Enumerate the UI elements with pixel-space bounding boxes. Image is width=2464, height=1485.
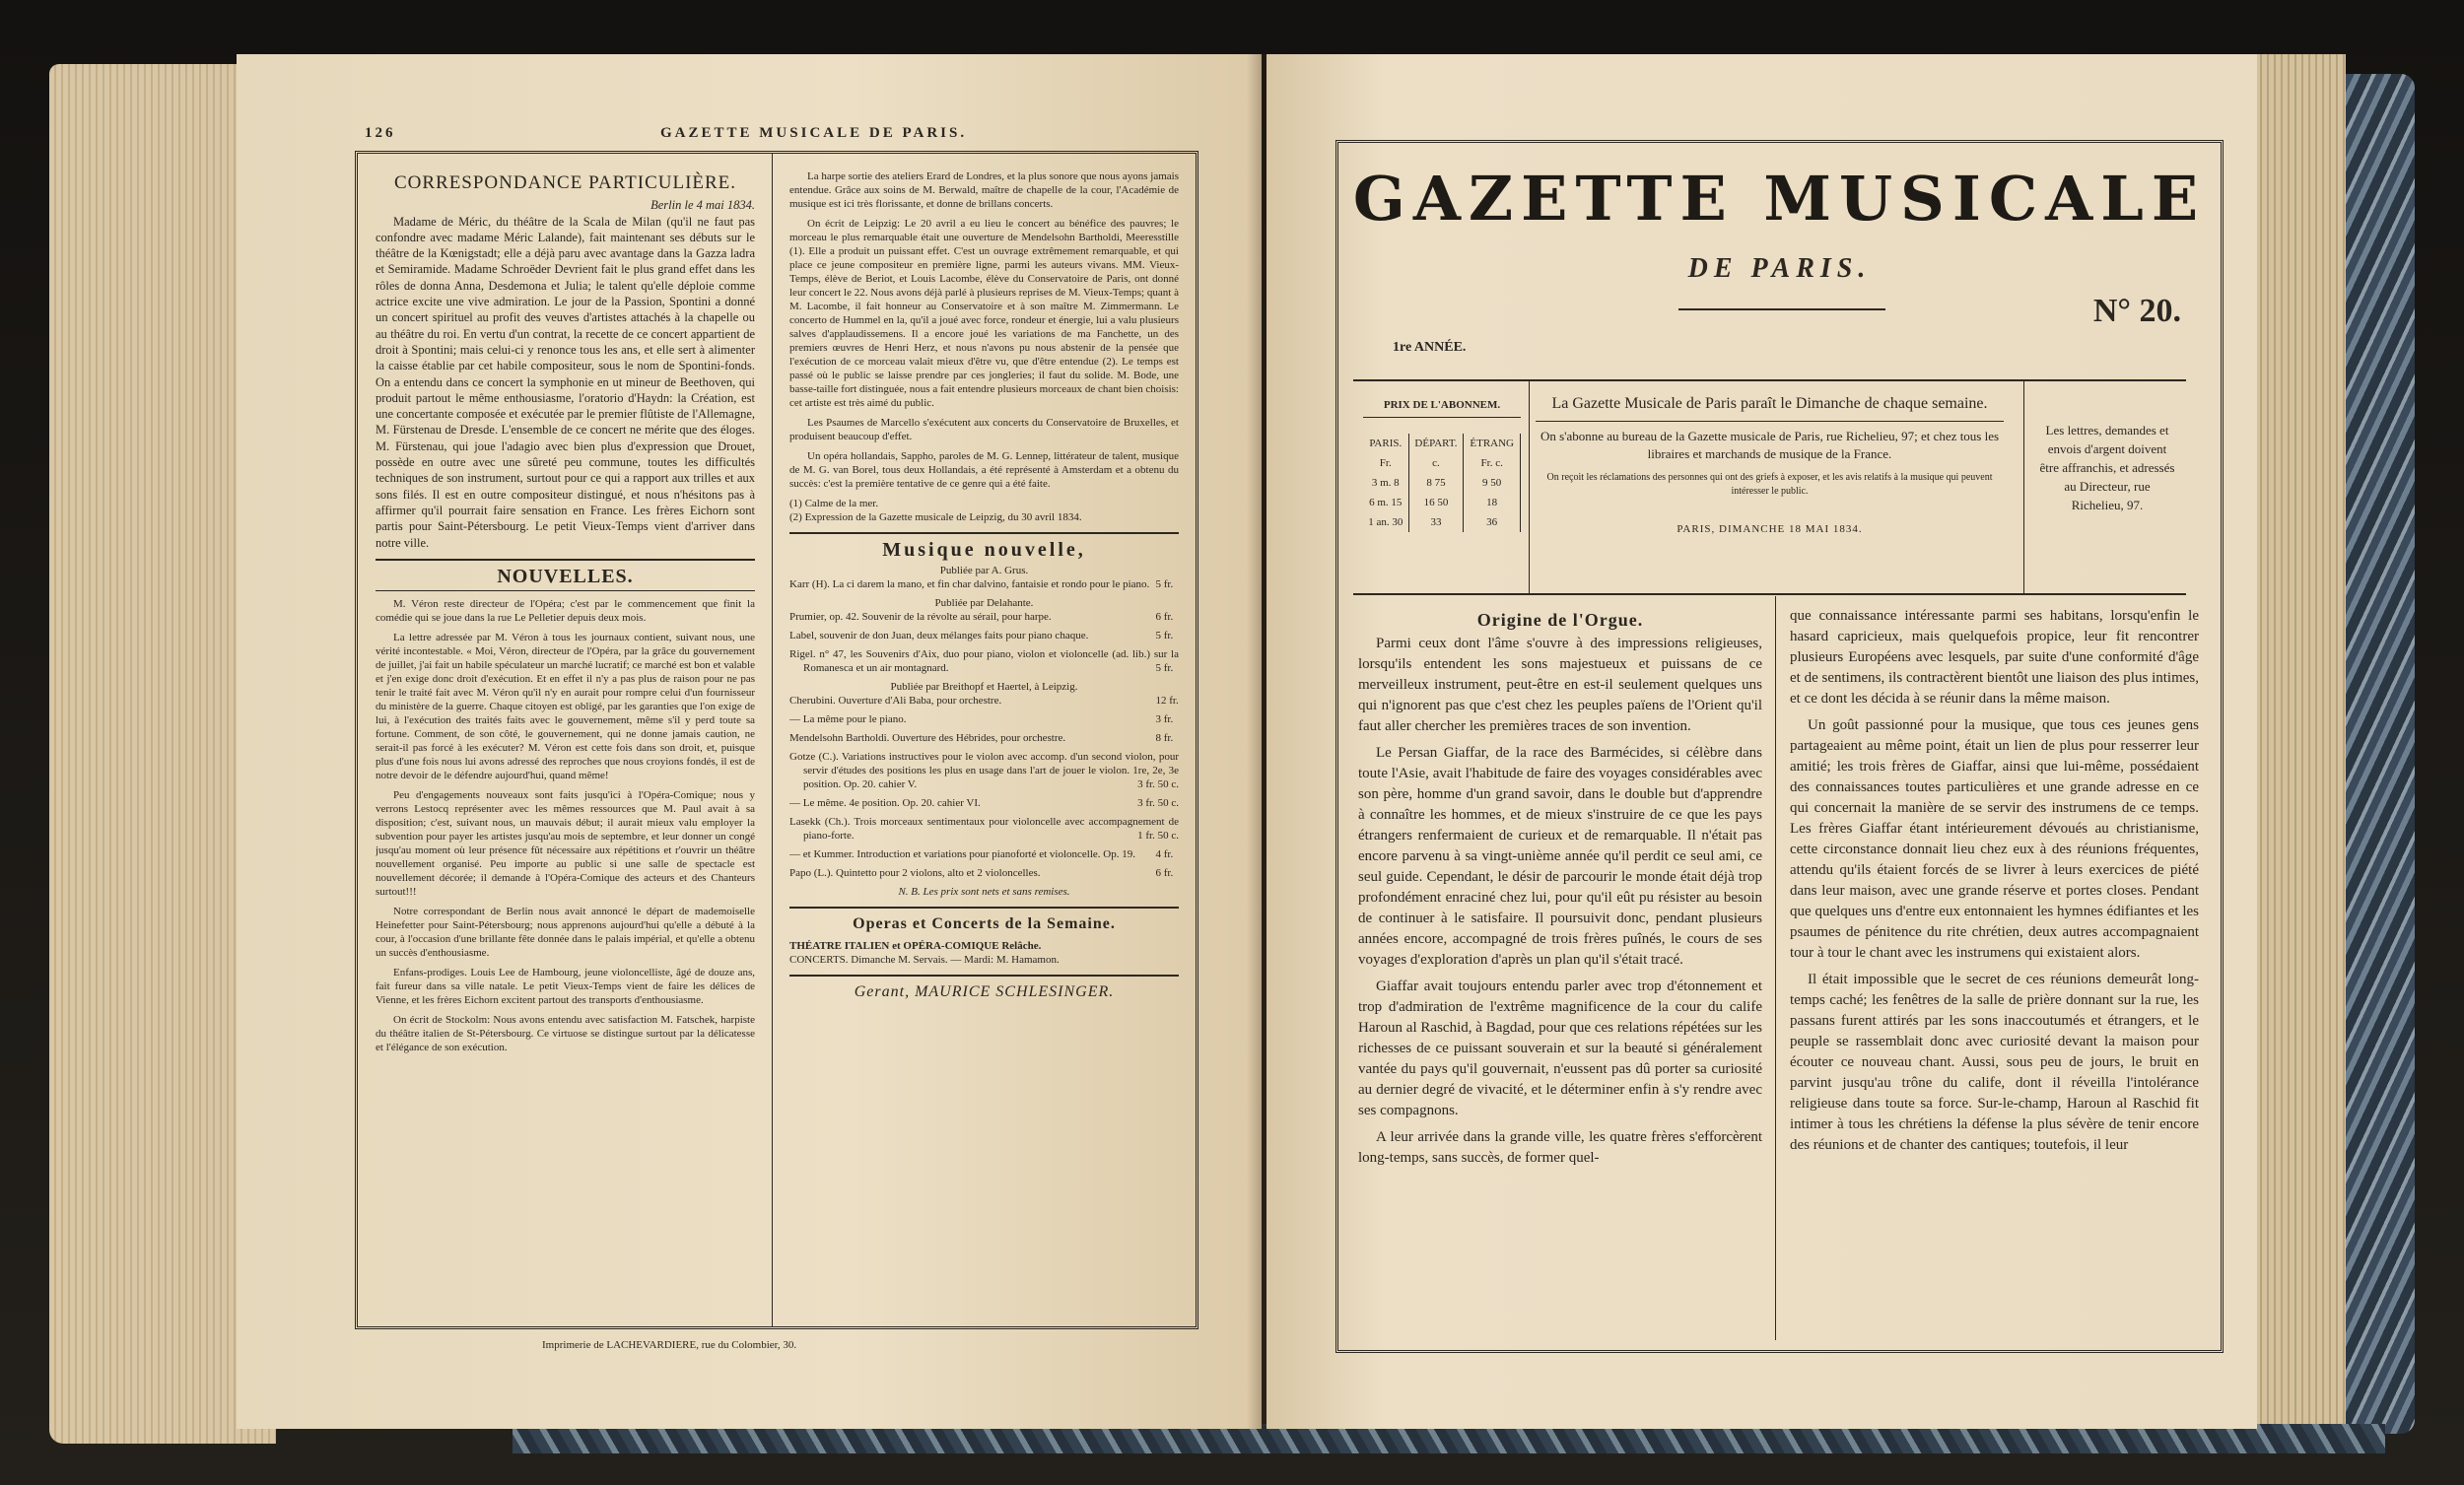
price-unit: Fr. c. — [1464, 453, 1521, 473]
music-listing — [789, 647, 1179, 675]
right-page — [1266, 54, 2257, 1429]
price-cell: 33 — [1408, 512, 1464, 532]
listing-text: Mendelsohn Bartholdi. Ouverture des Hébrides, pour orchestre. — [789, 732, 1066, 745]
listing-price: 6 fr. — [1155, 867, 1174, 880]
section-rule — [376, 559, 755, 561]
left-page-frame — [355, 151, 1198, 1329]
section-rule — [789, 975, 1179, 977]
nouvelles-paragraph: Enfans-prodiges. Louis Lee de Hambourg, jeune violoncelliste, âgé de douze ans, fait fureur dans sa ville natale. Le petit Vieux-Temps vient de faire les délices de Vienne, et les frères Eichorn excitent partout des transports d'enthousiasme. — [376, 967, 755, 1007]
section-rule — [789, 907, 1179, 909]
masthead-subtitle: DE PARIS. — [1687, 253, 1872, 284]
listing-text: Karr (H). La ci darem la mano, et fin char dalvino, fantaisie et rondo pour le piano. — [789, 578, 1150, 591]
price-cell: 18 — [1464, 493, 1521, 512]
price-column-header: DÉPART. — [1408, 434, 1464, 453]
listing-price: 5 fr. — [1155, 630, 1174, 642]
listing-text: — La même pour le piano. — [789, 713, 907, 726]
nouvelles-title: NOUVELLES. — [497, 565, 634, 587]
price-column-header: ÉTRANG — [1464, 434, 1521, 453]
price-cell: 8 75 — [1408, 473, 1464, 493]
music-listing — [789, 866, 1179, 880]
news-paragraph: La harpe sortie des ateliers Erard de Londres, et la plus sonore que nous ayons jamais entendue. Grâce aux soins de M. Berwald, maître de chapelle de la cour, l'Académie de musique est ici très florissante, et donne de brillans concerts. — [789, 170, 1179, 210]
musique-nouvelle-title: Musique nouvelle, — [882, 539, 1086, 561]
listing-text: Prumier, op. 42. Souvenir de la révolte au sérail, pour harpe. — [789, 611, 1052, 624]
listing-text: Papo (L.). Quintetto pour 2 violons, alto et 2 violoncelles. — [789, 867, 1041, 880]
masthead-ornament — [1678, 308, 1885, 310]
news-paragraph: On écrit de Leipzig: Le 20 avril a eu lieu le concert au bénéfice des pauvres; le morceau le plus remarquable était une ouverture de Mendelsohn Bartholdi, Meeresstille (1). Elle a produit un puissant effet. C'est un ouvrage extrêmement remarquable, et qui place ce jeune compositeur en première ligne, parmi les auteurs vivans. MM. Vieux-Temps, élève de Beriot, et Louis Lacombe, élève du Conservatoire de Paris, ont donné leur concert le 22. Nous avons déjà parlé à plusieurs reprises de M. Vieux-Temps; quant à M. Lacombe, il fait honneur au Conservatoire et à son maître M. Zimmermann. Le concerto de Hummel en la, qu'il a joué avec force, rondeur et énergie, lui a valu plusieurs salves d'applaudissemens. Il a encore joué les variations de ma Fanchette, un des premiers œuvres de Henri Herz, et nous n'avons pu nous abstenir de la pensée que l'exécution de ce morceau valait mieux d'être vu, que d'être entendue (2). Le temps est passé où le public se laisse prendre par ces jongleries; il faut du solide. M. Bode, une basse-taille fort distinguée, nous a fait entendre plusieurs morceaux de chant bien choisis: cet artiste est très aimé du public. — [789, 218, 1179, 409]
listing-text: Cherubini. Ouverture d'Ali Baba, pour orchestre. — [789, 695, 1002, 708]
operas-title: Operas et Concerts de la Semaine. — [853, 915, 1116, 933]
listing-text: Lasekk (Ch.). Trois morceaux sentimentaux pour violoncelle avec accompagnement de piano-forte. — [789, 816, 1179, 843]
news-paragraph: Un opéra hollandais, Sappho, paroles de M. G. Lennep, littérateur de talent, musique de M. G. van Borel, tous deux Hollandais, a été représenté à Amsterdam et a obtenu du succès: c'est la première tentative de ce genre qui a été faite. — [789, 450, 1179, 490]
imprint: Imprimerie de LACHEVARDIERE, rue du Colombier, 30. — [542, 1339, 797, 1351]
listing-price: 12 fr. — [1155, 695, 1179, 708]
listing-price: 1 fr. 50 c. — [1137, 830, 1179, 843]
music-listing — [789, 731, 1179, 745]
left-page — [237, 54, 1262, 1429]
listing-price: 6 fr. — [1155, 611, 1174, 624]
article-column-divider — [1775, 596, 1776, 1340]
price-table-heading: PRIX DE L'ABONNEM. — [1363, 397, 1521, 418]
article-paragraph: Le Persan Giaffar, de la race des Barmécides, si célèbre dans toute l'Asie, avait l'habitude de faire des voyages considérables avec son père, homme d'un grand savoir, dans le double but d'apprendre à connaître les hommes, et de mieux s'instruire de ce que les pays étrangers renfermaient de curieux et de remarquable. Il n'était pas encore parvenu à sa vingt-unième année qu'il perdit ce seul ami, ce seul guide. Cependant, le désir de parcourir le monde était déjà trop profondément enraciné chez lui, pour qu'il eût pu résister au besoin de continuer à le satisfaire. Il poursuivit donc, pendant plusieurs années encore, accompagné de trois frères puînés, le cours de ses voyages d'exploration d'après un plan qu'il s'était tracé. — [1358, 745, 1762, 969]
box-divider — [1529, 381, 1530, 593]
right-page-frame — [1335, 140, 2224, 1353]
price-cell: 9 50 — [1464, 473, 1521, 493]
section-rule — [376, 590, 755, 591]
subscription-box — [1353, 379, 2186, 595]
price-cell: 16 50 — [1408, 493, 1464, 512]
notice-rule — [1536, 421, 2004, 422]
article-paragraph: Il était impossible que le secret de ces réunions demeurât long-temps caché; les fenêtres de la salle de prière donnant sur la rue, les passans furent attirés par les sons inaccoutumés et étrangers, et le peuple se rassemblait donc avec curiosité devant la maison pour écouter ce nouveau chant. Aussi, sous peu de jours, le bruit en parvint jusqu'au trône du calife, dont il réveilla l'intolérance religieuse dans toute sa force. Sur-le-champ, Haroun al Raschid fit intimer à tous les chrétiens la défense la plus sévère de tenir encore des réunions et de chanter des cantiques; toutefois, il leur — [1790, 972, 2199, 1153]
listing-price: 3 fr. 50 c. — [1137, 778, 1179, 791]
year-label: 1re ANNÉE. — [1393, 340, 1467, 355]
running-head: GAZETTE MUSICALE DE PARIS. — [660, 125, 968, 141]
music-listing — [789, 694, 1179, 708]
masthead-title: GAZETTE MUSICALE — [1352, 163, 2207, 235]
price-cell: 36 — [1464, 512, 1521, 532]
article-column-1 — [1358, 606, 1762, 1335]
listing-text: — Le même. 4e position. Op. 20. cahier VI. — [789, 797, 981, 810]
footnote: (2) Expression de la Gazette musicale de Leipzig, du 30 avril 1834. — [789, 511, 1082, 523]
music-listing — [789, 750, 1179, 791]
open-book — [39, 54, 2415, 1453]
listing-price: 5 fr. — [1155, 662, 1174, 675]
nb-line: N. B. Les prix sont nets et sans remises. — [898, 886, 1070, 899]
gerant-line: Gerant, MAURICE SCHLESINGER. — [854, 982, 1115, 1000]
nouvelles-paragraph: Peu d'engagements nouveaux sont faits jusqu'ici à l'Opéra-Comique; nous y verrons Lestocq représenter avec les mêmes ressources que M. Paul avait à sa disposition; c'est, suivant nous, un mauvais début; il aurait mieux valu employer la subvention pour payer les artistes jusqu'au mois de septembre, et leur donner un congé jusqu'au moment où leur présence fût nécessaire aux répétitions et r'ouvrir un théâtre nouvellement organisé. Peu importe au public si une salle de spectacle est nouvellement décorée; il demande à l'Opéra-Comique des acteurs et des Chanteurs surtout!!! — [376, 789, 755, 899]
marbled-cover-right — [2346, 74, 2415, 1434]
price-cell: 3 m. 8 — [1363, 473, 1408, 493]
section-rule — [789, 532, 1179, 534]
issue-number: N° 20. — [2092, 293, 2181, 329]
nouvelles-paragraph: La lettre adressée par M. Véron à tous les journaux contient, suivant nous, une vérité incontestable. « Moi, Véron, directeur de l'Opéra, par la grâce du gouvernement de juillet, j'ai fait un habile spéculateur un marché lucratif; ce marché est bon et valable et j'en exige donc droit d'exécution. Et en effet il n'y a pas plus de raison pour ne pas tenir le traité fait avec M. Véron qu'il n'y en aurait pour rompre celui d'un fournisseur du ministère de la guerre. Chaque citoyen est obligé, par les garanties que l'on exige de lui, à l'exécution des traités faits avec le gouvernement, même s'il y perd toute sa fortune. Comment, de son côté, le gouvernement, qui ne donne jamais caution, ne serait-il pas forcé à les exécuter? M. Véron est cette fois dans son droit, et, puisque plus d'une fois nous lui avons adressé des reproches que nous croyions fondés, il est de notre devoir de le défendre aujourd'hui, quand même! — [376, 632, 755, 782]
price-cell: 1 an. 30 — [1363, 512, 1408, 532]
listing-price: 5 fr. — [1155, 578, 1174, 591]
listing-text: Gotze (C.). Variations instructives pour le violon avec accomp. d'un second violon, pour servir d'études des positions les plus en usage dans l'art de jouer le violon. 1re, 2e, 3e position. Op. 20. cahier V. — [789, 751, 1179, 791]
publisher-line: Publiée par Breithopf et Haertel, à Leipzig. — [890, 681, 1078, 694]
nouvelles-paragraph: M. Véron reste directeur de l'Opéra; c'est par le commencement que finit la comédie qui se joue dans la rue Le Pelletier depuis deux mois. — [376, 598, 755, 625]
listing-text: Label, souvenir de don Juan, deux mélanges faits pour piano chaque. — [789, 630, 1089, 642]
correspondance-title: CORRESPONDANCE PARTICULIÈRE. — [393, 172, 737, 193]
listing-price: 4 fr. — [1155, 848, 1174, 861]
listing-text: — et Kummer. Introduction et variations pour pianoforté et violoncelle. Op. 19. — [789, 848, 1135, 861]
correspondance-dateline: Berlin le 4 mai 1834. — [650, 198, 755, 213]
article-paragraph: Parmi ceux dont l'âme s'ouvre à des impressions religieuses, lorsqu'ils entendent les sons majestueux et puissans de ce merveilleux instrument, peut-être en est-il seulement quelques uns qui n'ignorent pas que c'est chez les peuples païens de l'Orient qu'il faut aller chercher les premières traces de son invention. — [1358, 636, 1762, 735]
listing-text: Rigel. n° 47, les Souvenirs d'Aix, duo pour piano, violon et violoncelle (ad. lib.) sur la Romanesca et un air montagnard. — [789, 648, 1179, 675]
publication-lead: La Gazette Musicale de Paris paraît le Dimanche de chaque semaine. — [1551, 395, 1988, 412]
article-paragraph: A leur arrivée dans la grande ville, les quatre frères s'efforcèrent long-temps, sans succès, de former quel- — [1358, 1129, 1762, 1167]
letters-notice: Les lettres, demandes et envois d'argent doivent être affranchis, et adressés au Directeur, rue Richelieu, 97. — [2039, 423, 2175, 512]
column-divider — [772, 154, 773, 1326]
nouvelles-paragraph: On écrit de Stockolm: Nous avons entendu avec satisfaction M. Fatschek, harpiste du théâtre italien de St-Pétersbourg. Ce virtuose se distingue surtout par la délicatesse et l'élégance de son exécution. — [376, 1014, 755, 1054]
reclamation-notice: On reçoit les réclamations des personnes qui ont des griefs à exposer, et les avis relatifs à la musique qui peuvent intéresser le public. — [1546, 472, 1993, 497]
listing-price: 3 fr. 50 c. — [1137, 797, 1179, 810]
operas-line: CONCERTS. Dimanche M. Servais. — Mardi: M. Hamamon. — [789, 953, 1060, 966]
music-listing — [789, 629, 1179, 642]
music-listing — [789, 796, 1179, 810]
article-paragraph: Giaffar avait toujours entendu parler avec trop d'étonnement et trop d'admiration de l'extrême magnificence de la cour du calife Haroun al Raschid, à Bagdad, pour que ces relations répétées sur les richesses de ce puissant souverain et sur la beauté si généralement vantée du pays qu'il gouvernait, n'eussent pas dû porter sa curiosité au dernier degré de vivacité, et le déterminer enfin à s'y rendre avec ses compagnons. — [1358, 979, 1762, 1119]
nouvelles-paragraph: Notre correspondant de Berlin nous avait annoncé le départ de mademoiselle Heinefetter pour Saint-Pétersbourg; nous apprenons aujourd'hui qu'elle a débuté à la cour, à l'occasion d'une brillante fête donnée dans le palais impérial, et qu'elle a obtenu un succès d'enthousiasme. — [376, 906, 755, 960]
left-column — [376, 169, 755, 1317]
music-listing — [789, 577, 1179, 591]
price-column-header: PARIS. — [1363, 434, 1408, 453]
issue-date: PARIS, DIMANCHE 18 MAI 1834. — [1677, 523, 1863, 535]
subscription-notice: On s'abonne au bureau de la Gazette musicale de Paris, rue Richelieu, 97; et chez tous les libraires et marchands de musique de la France. — [1540, 429, 2000, 461]
operas-line: THÉATRE ITALIEN et OPÉRA-COMIQUE Relâche. — [789, 939, 1042, 952]
music-listing — [789, 815, 1179, 843]
publication-notice — [1536, 393, 2004, 538]
news-paragraph: Les Psaumes de Marcello s'exécutent aux concerts du Conservatoire de Bruxelles, et produisent beaucoup d'effet. — [789, 417, 1179, 442]
music-listing — [789, 847, 1179, 861]
article-paragraph: que connaissance intéressante parmi ses habitans, lorsqu'enfin le hasard capricieux, mais quelquefois propice, leur fit rencontrer plusieurs Européens avec lesquels, par suite d'une conformité d'âge et de sentimens, ils contractèrent bientôt une liaison des plus intimes, et ce dont les décida à se réunir dans la même maison. — [1790, 608, 2199, 707]
footnote: (1) Calme de la mer. — [789, 498, 879, 509]
box-divider — [2023, 381, 2024, 593]
publisher-line: Publiée par A. Grus. — [939, 565, 1029, 577]
right-column — [789, 169, 1179, 1317]
price-cell: 6 m. 15 — [1363, 493, 1408, 512]
listing-price: 8 fr. — [1155, 732, 1174, 745]
music-listing — [789, 610, 1179, 624]
price-unit: Fr. — [1363, 453, 1408, 473]
article-paragraph: Un goût passionné pour la musique, que tous ces jeunes gens partageaient au même point, était un lien de plus pour resserrer leur amitié; les trois frères de Giaffar, ainsi que lui-même, possédaient des connaissances toutes particulières et une grande adresse en ce qui concernait la manière de se servir des instrumens de ce temps. Les frères Giaffar étant intérieurement dévoués au christianisme, cette circonstance donnait lieu chez eux à des réunions fréquentes, attendu qu'ils étaient forcés de se livrer à leurs exercices de piété dans leur maison, avec une grande réserve et portes closes. Pendant que quelques uns d'entre eux entonnaient les hymnes édifiantes et les psaumes de pénitence du rite chrétien, deux autres accompagnaient tour à tour le chant avec les instrumens qui existaient alors. — [1790, 717, 2199, 961]
price-table — [1363, 434, 1521, 532]
correspondance-body: Madame de Méric, du théâtre de la Scala de Milan (qu'il ne faut pas confondre avec madame Méric Lalande), fait maintenant ses débuts sur le théâtre de la Kœnigstadt; elle a déjà paru avec avantage dans la Gazza ladra et Semiramide. Madame Schroëder Devrient fait le plus grand effet dans les rôles de donna Anna, Desdemona et Julia; le talent qu'elle déploie comme actrice excite une vive admiration. Le jour de la Passion, Spontini a donné un concert spirituel au profit des veuves d'artistes attachés à la chapelle ou au théâtre du roi. En vertu d'un contrat, la recette de ce concert appartient de droit à Spontini; mais celui-ci y renonce tous les ans, et elle sert à alimenter la caisse établie par cet habile compositeur, sous le nom de Spontini-fonds. On a entendu dans ce concert la symphonie en ut mineur de Beethoven, qui produit partout le même enthousiasme, l'oratorio d'Haydn: la Création, est une concertante composée et exécutée par le premier flûtiste de l'Allemagne, M. Fürstenau de Dresde. L'ensemble de ce concert ne mérite que des éloges. M. Fürstenau, qui joue l'adagio avec bien plus d'expression que Drouet, possède en outre avec une sûreté peu commune, toutes les difficultés techniques de son instrument, surtout pour ce qui a rapport aux trilles et aux sons filés. Il est en outre compositeur distingué, et nous n'hésitons pas à affirmer qu'il pourrait faire sensation en France. Les frères Eichorn sont partis pour Saint-Pétersbourg. Le petit Vieux-Temps vient d'arriver dans notre ville. — [376, 214, 755, 550]
price-unit: c. — [1408, 453, 1464, 473]
price-table-block — [1363, 397, 1521, 532]
article-title: Origine de l'Orgue. — [1476, 610, 1644, 630]
listing-price: 3 fr. — [1155, 713, 1174, 726]
publisher-line: Publiée par Delahante. — [934, 597, 1034, 610]
article-column-2 — [1790, 606, 2199, 1335]
page-number: 126 — [365, 125, 396, 141]
music-listing — [789, 712, 1179, 726]
